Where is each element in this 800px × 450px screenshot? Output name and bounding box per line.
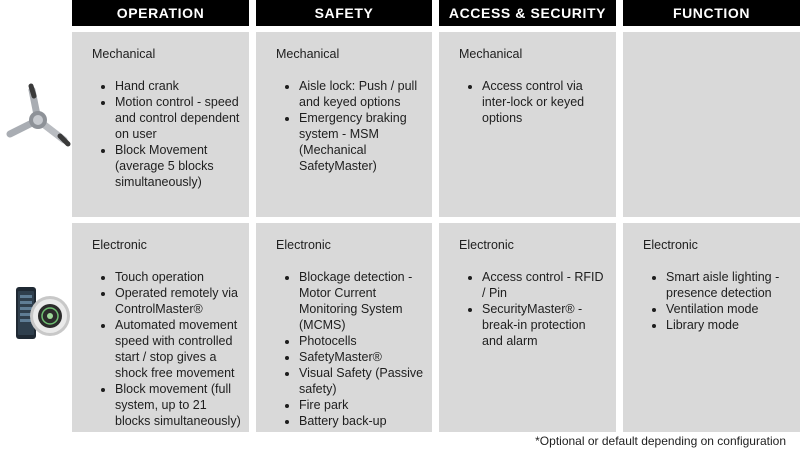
list-item: • Operated remotely via ControlMaster® <box>115 285 241 317</box>
cell-operation-electronic <box>72 223 249 432</box>
list-item: • SafetyMaster® <box>299 349 424 365</box>
cell-function-mechanical <box>623 32 800 217</box>
list-item: • SecurityMaster® - break-in protection and alarm <box>482 301 608 349</box>
cell-safety-mechanical <box>256 32 432 217</box>
cell-access-electronic <box>439 223 616 432</box>
list-item: • Access control via inter-lock or keyed options <box>482 78 608 126</box>
list-item: • Aisle lock: Push / pull and keyed options <box>299 78 424 110</box>
list-item: • Block Movement (average 5 blocks simultaneously) <box>115 142 241 190</box>
category-label: Mechanical <box>459 47 523 61</box>
category-label: Electronic <box>92 238 147 252</box>
category-label: Electronic <box>276 238 331 252</box>
list-item: • Automated movement speed with controlled start / stop gives a shock free movement <box>115 317 241 381</box>
hand-crank-icon <box>2 82 72 150</box>
list-item: • Visual Safety (Passive safety) <box>299 365 424 397</box>
list-item: • Access control - RFID / Pin <box>482 269 608 301</box>
header-access-security: ACCESS & SECURITY <box>439 0 616 26</box>
header-operation: OPERATION <box>72 0 249 26</box>
list-item: • Battery back-up <box>299 413 424 429</box>
list-item: • Blockage detection - Motor Current Monitoring System (MCMS) <box>299 269 424 333</box>
list-item: • Hand crank <box>115 78 241 94</box>
list-item: • Emergency braking system - MSM (Mechanical SafetyMaster) <box>299 110 424 174</box>
category-label: Electronic <box>459 238 514 252</box>
header-function: FUNCTION <box>623 0 800 26</box>
list-item: • Touch operation <box>115 269 241 285</box>
footnote: *Optional or default depending on configuration <box>535 434 786 448</box>
category-label: Mechanical <box>276 47 340 61</box>
list-item: • Library mode <box>666 317 792 333</box>
category-label: Mechanical <box>92 47 156 61</box>
list-item: • Smart aisle lighting - presence detection <box>666 269 792 301</box>
header-safety: SAFETY <box>256 0 432 26</box>
cell-operation-mechanical <box>72 32 249 217</box>
list-item: • Block movement (full system, up to 21 blocks simultaneously) <box>115 381 241 429</box>
list-item: • Ventilation mode <box>666 301 792 317</box>
list-item: • Photocells <box>299 333 424 349</box>
cell-function-electronic <box>623 223 800 432</box>
cell-access-mechanical <box>439 32 616 217</box>
cell-safety-electronic <box>256 223 432 432</box>
category-label: Electronic <box>643 238 698 252</box>
electronic-control-icon <box>14 283 72 345</box>
list-item: • Fire park <box>299 397 424 413</box>
list-item: • Motion control - speed and control dependent on user <box>115 94 241 142</box>
